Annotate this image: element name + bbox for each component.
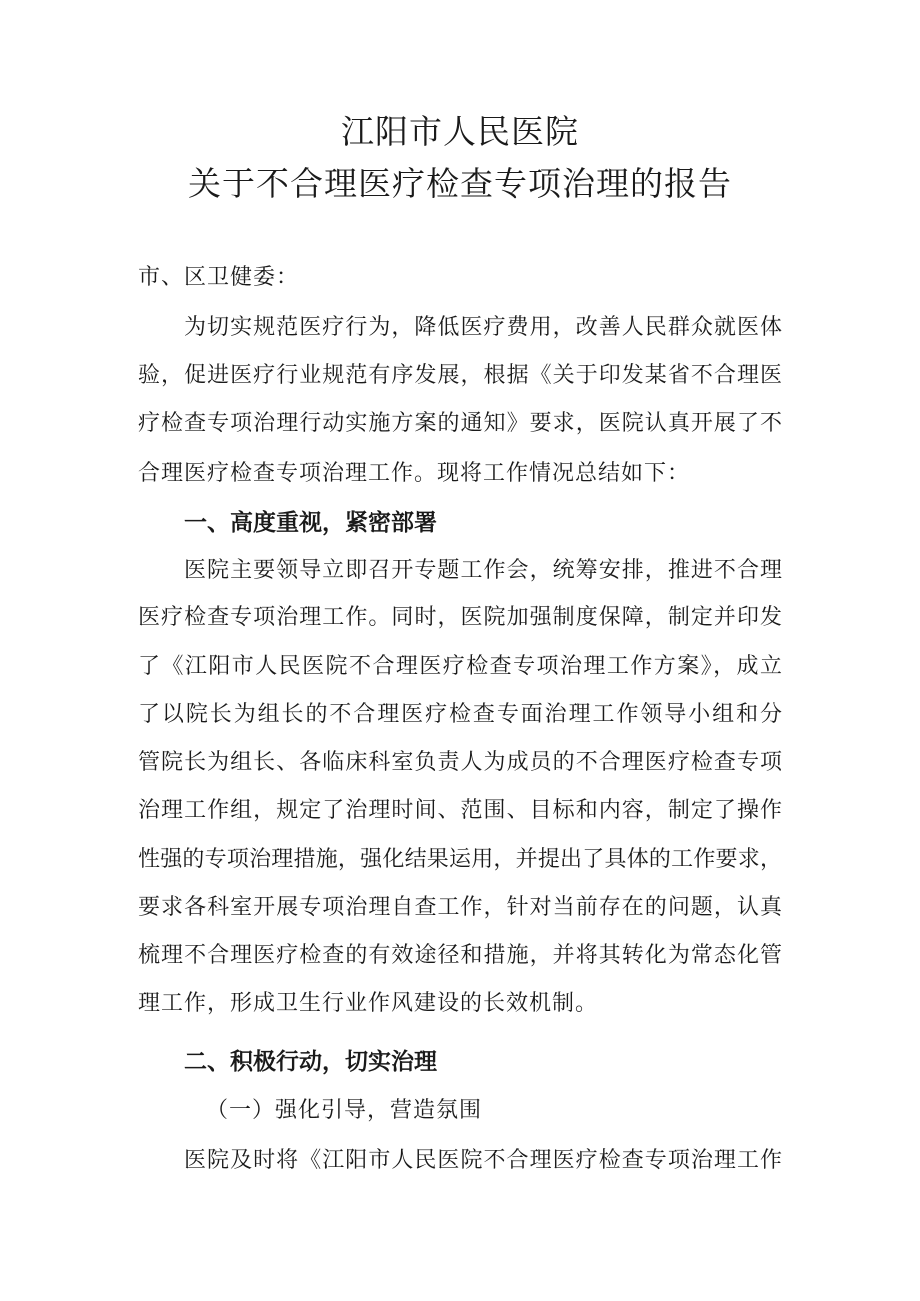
intro-line: 合理医疗检查专项治理工作。现将工作情况总结如下： (138, 461, 691, 486)
section1-line: 了《江阳市人民医院不合理医疗检查专项治理工作方案》，成立 (138, 654, 782, 679)
section1-line: 理工作，形成卫生行业作风建设的长效机制。 (138, 991, 599, 1016)
section1-line: 了以院长为组长的不合理医疗检查专面治理工作领导小组和分 (138, 702, 782, 727)
intro-line: 为切实规范医疗行为，降低医疗费用，改善人民群众就医体 (184, 315, 782, 340)
section2-heading: 二、积极行动，切实治理 (184, 1049, 437, 1075)
section1-heading: 一、高度重视，紧密部署 (184, 510, 437, 536)
salutation: 市、区卫健委： (138, 265, 300, 290)
section1-line: 要求各科室开展专项治理自查工作，针对当前存在的问题，认真 (138, 895, 782, 920)
section1-line: 医院主要领导立即召开专题工作会，统筹安排，推进不合理 (184, 558, 782, 583)
intro-line: 验，促进医疗行业规范有序发展，根据《关于印发某省不合理医 (138, 363, 782, 388)
section2-line: 医院及时将《江阳市人民医院不合理医疗检查专项治理工作 (184, 1148, 782, 1173)
section1-line: 管院长为组长、各临床科室负责人为成员的不合理医疗检查专项 (138, 750, 782, 775)
document-title-line2: 关于不合理医疗检查专项治理的报告 (188, 164, 732, 203)
section1-line: 治理工作组，规定了治理时间、范围、目标和内容，制定了操作 (138, 798, 782, 823)
document-title-line1: 江阳市人民医院 (341, 112, 579, 151)
section1-line: 医疗检查专项治理工作。同时，医院加强制度保障，制定并印发 (138, 605, 782, 630)
section2-subheading: （一）强化引导，营造氛围 (206, 1098, 483, 1123)
section1-line: 性强的专项治理措施，强化结果运用，并提出了具体的工作要求， (138, 847, 782, 872)
intro-line: 疗检查专项治理行动实施方案的通知》要求，医院认真开展了不 (138, 411, 782, 436)
section1-line: 梳理不合理医疗检查的有效途径和措施，并将其转化为常态化管 (138, 943, 782, 968)
